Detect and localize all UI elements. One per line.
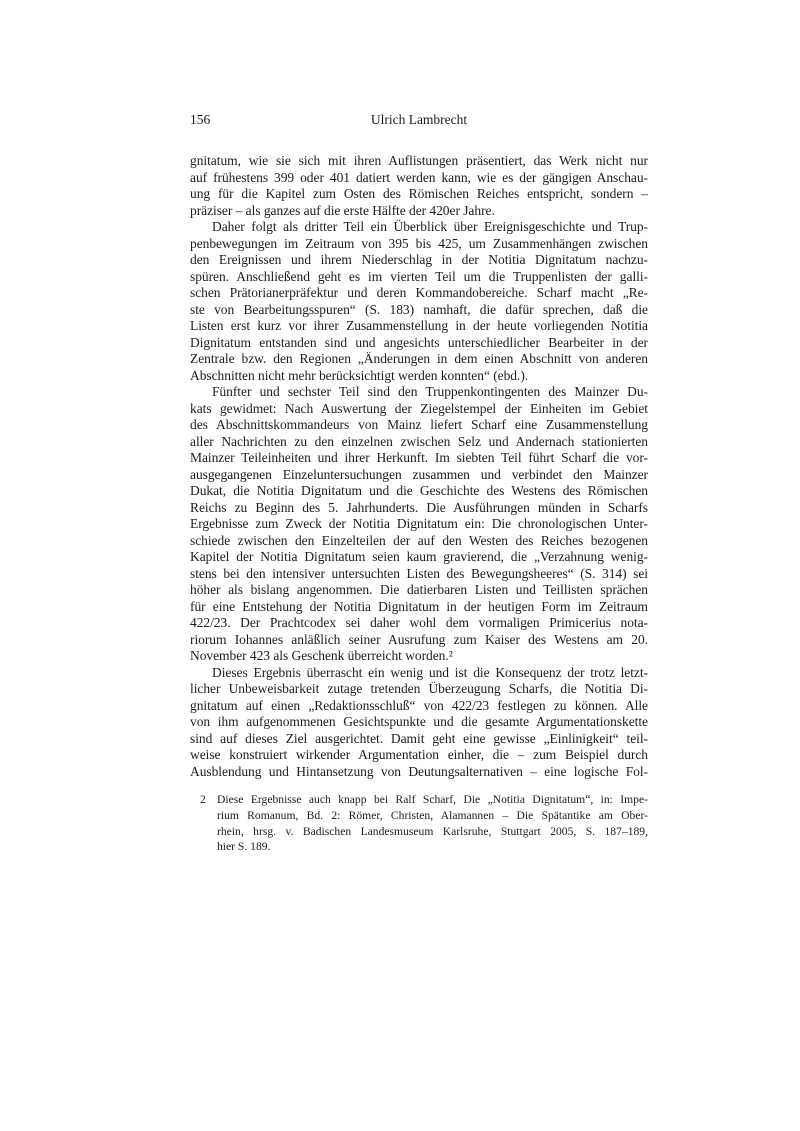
text-line: ste von Bearbeitungsspuren“ (S. 183) namhaft, die dafür sprechen, daß die (190, 301, 648, 317)
text-line: auf frühestens 399 oder 401 datiert werden kann, wie es der gängigen Anschau- (190, 169, 648, 185)
text-line: penbewegungen im Zeitraum von 395 bis 425, um Zusammenhängen zwischen (190, 235, 648, 251)
text-line: rhein, hrsg. v. Badischen Landesmuseum Karlsruhe, Stuttgart 2005, S. 187–189, (217, 824, 648, 838)
page-number: 156 (190, 112, 211, 127)
paragraph (190, 219, 648, 384)
text-line: gnitatum, wie sie sich mit ihren Auflistungen präsentiert, das Werk nicht nur (190, 153, 648, 168)
text-line: Ausblendung und Hintansetzung von Deutungsalternativen – eine logische Fol- (190, 763, 648, 779)
text-line: schiede zwischen den Einzelteilen der auf den Westen des Reiches bezogenen (190, 532, 648, 548)
text-line: riorum Iohannes anläßlich seiner Ausrufung zum Kaiser des Westens am 20. (190, 631, 648, 647)
text-line: Dieses Ergebnis überrascht ein wenig und ist die Konsequenz der trotz letzt- (212, 664, 648, 680)
text-line: Fünfter und sechster Teil sind den Truppenkontingenten des Mainzer Du- (212, 384, 648, 399)
text-line: Listen erst kurz vor ihrer Zusammenstellung in der heute vorliegenden Notitia (190, 318, 648, 333)
running-title: Ulrich Lambrecht (370, 112, 468, 127)
text-line: Daher folgt als dritter Teil ein Überblick über Ereignisgeschichte und Trup- (212, 219, 648, 234)
text-line: präziser – als ganzes auf die erste Hälfte der 420er Jahre. (190, 202, 495, 218)
running-head (190, 112, 648, 130)
footnote (190, 792, 648, 855)
text-line: licher Unbeweisbarkeit zutage tretenden Überzeugung Scharfs, die Notitia Di- (190, 681, 648, 696)
text-line: stens bei den intensiver untersuchten Listen des Bewegungsheeres“ (S. 314) sei (190, 565, 648, 581)
paragraph (190, 153, 648, 219)
text-line: ung für die Kapitel zum Osten des Römischen Reiches entspricht, sondern – (190, 186, 648, 201)
text-line: Abschnitten nicht mehr berücksichtigt werden konnten“ (ebd.). (190, 367, 529, 383)
text-line: Kapitel der Notitia Dignitatum seien kaum gravierend, die „Verzahnung wenig- (190, 549, 648, 564)
text-line: weise konstruiert wirkender Argumentation einher, die – zum Beispiel durch (190, 747, 648, 762)
paragraph (190, 665, 648, 781)
text-line: Mainzer Teileinheiten und ihrer Herkunft. Im siebten Teil führt Scharf die vor- (190, 450, 648, 465)
text-line: für eine Entstehung der Notitia Dignitatum in der heutigen Form im Zeitraum (190, 598, 648, 614)
text-line: Dukat, die Notitia Dignitatum und die Geschichte des Westens des Römischen (190, 483, 648, 498)
text-line: schen Prätorianerpräfektur und deren Kommandobereiche. Scharf macht „Re- (190, 285, 648, 300)
text-line: rium Romanum, Bd. 2: Römer, Christen, Alamannen – Die Spätantike am Ober- (217, 808, 648, 822)
footnote-number: 2 (200, 793, 206, 806)
text-line: 422/23. Der Prachtcodex sei daher wohl dem vormaligen Primicerius nota- (190, 615, 648, 630)
text-line: von ihm aufgenommenen Gesichtspunkte und die gesamte Argumentationskette (190, 714, 648, 729)
text-line: Zentrale bzw. den Regionen „Änderungen in dem einen Abschnitt von anderen (190, 351, 648, 366)
text-line: gnitatum auf einen „Redaktionsschluß“ von 422/23 festlegen zu können. Alle (190, 697, 648, 713)
text-line: kats gewidmet: Nach Auswertung der Ziegelstempel der Einheiten im Gebiet (190, 400, 648, 416)
paragraph (190, 384, 648, 665)
text-line: spüren. Anschließend geht es im vierten Teil um die Truppenlisten der galli- (190, 268, 648, 284)
text-line: Ergebnisse zum Zweck der Notitia Dignitatum ein: Die chronologischen Unter- (190, 516, 648, 531)
text-line: hier S. 189. (217, 840, 271, 854)
text-line: sind auf dieses Ziel ausgerichtet. Damit geht eine gewisse „Einlinigkeit“ teil- (190, 730, 648, 746)
text-line: den Ereignissen und ihrem Niederschlag in der Notitia Dignitatum nachzu- (190, 252, 648, 267)
text-line: Reichs zu Beginn des 5. Jahrhunderts. Die Ausführungen münden in Scharfs (190, 499, 648, 515)
text-line: des Abschnittskommandeurs von Mainz liefert Scharf eine Zusammenstellung (190, 417, 648, 432)
text-line: höher als bislang angenommen. Die datierbaren Listen und Teillisten sprächen (190, 582, 648, 597)
text-line: November 423 als Geschenk überreicht worden.² (190, 648, 453, 663)
text-line: aller Nachrichten zu den einzelnen zwischen Selz und Andernach stationierten (190, 433, 648, 449)
text-line: Dignitatum entstanden sind und angesichts unterschiedlicher Bearbeiter in der (190, 334, 648, 350)
text-line: Diese Ergebnisse auch knapp bei Ralf Scharf, Die „Notitia Dignitatum“, in: Impe- (217, 793, 648, 806)
footnote-text (190, 792, 648, 855)
text-line: ausgegangenen Einzeluntersuchungen zusammen und verbindet den Mainzer (190, 466, 648, 482)
body-text (190, 153, 648, 780)
